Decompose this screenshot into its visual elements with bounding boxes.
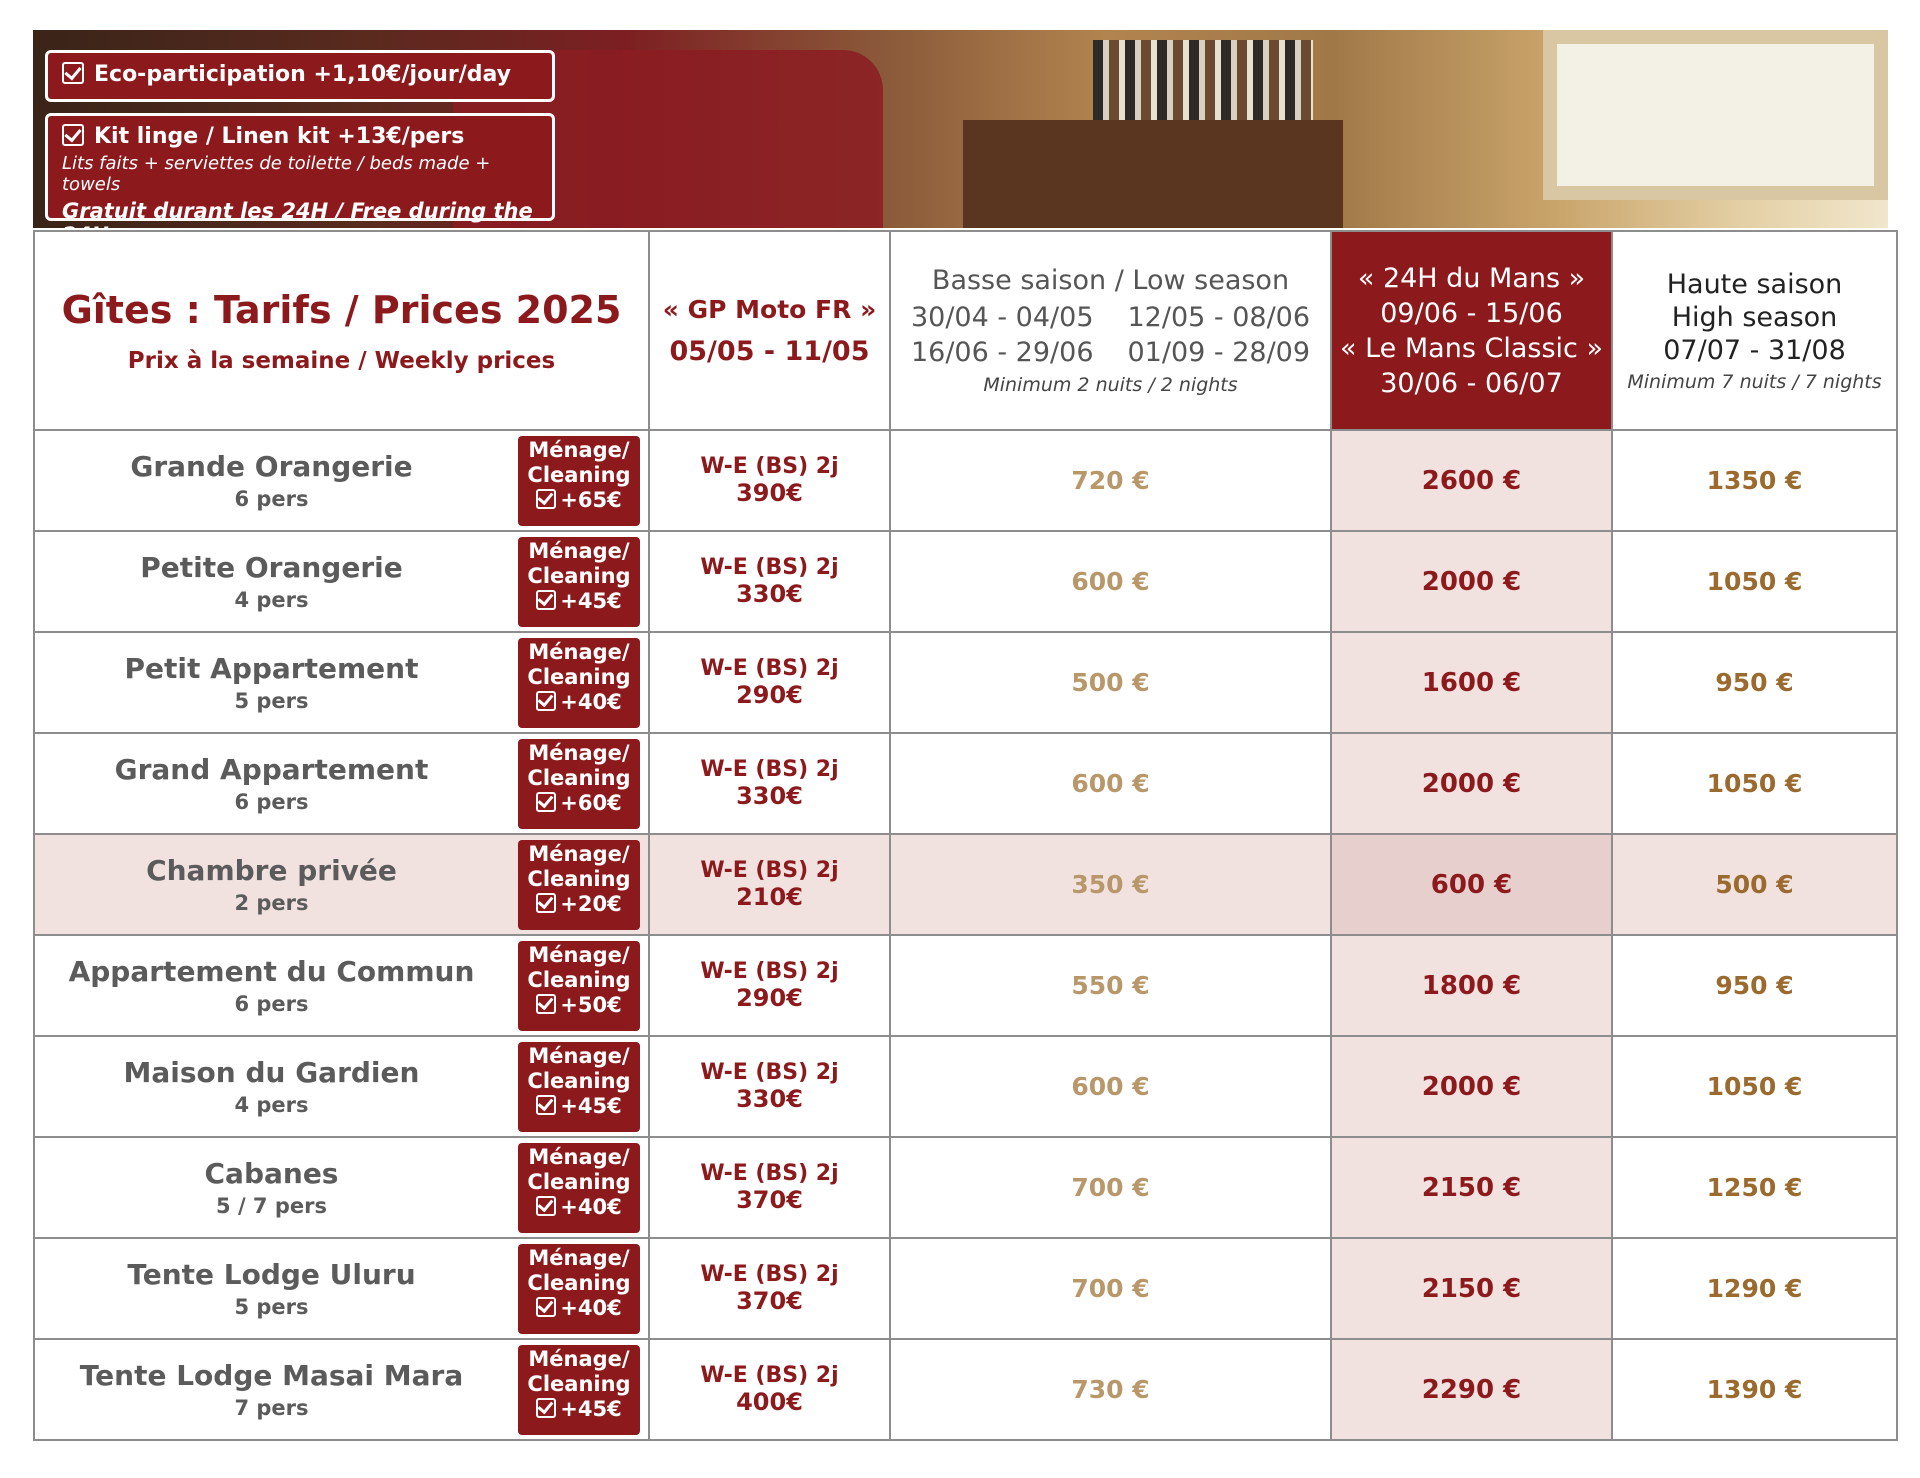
cleaning-label-fr: Ménage/ xyxy=(528,741,630,765)
le-mans-classic: « Le Mans Classic » xyxy=(1340,332,1603,364)
cleaning-fee: +65€ xyxy=(560,488,622,512)
accommodation-name: Maison du Gardien xyxy=(123,1056,420,1089)
low-season-date: 30/04 - 04/05 xyxy=(910,302,1094,333)
linen-kit-title: Kit linge / Linen kit +13€/pers xyxy=(94,124,465,149)
table-row xyxy=(34,1339,1897,1440)
accommodation-capacity: 4 pers xyxy=(234,1093,309,1117)
accommodation-capacity: 6 pers xyxy=(234,487,309,511)
weekend-label: W-E (BS) 2j xyxy=(700,656,839,681)
checkbox-icon xyxy=(536,1196,556,1216)
table-row xyxy=(34,733,1897,834)
cleaning-fee: +20€ xyxy=(560,892,622,916)
gp-moto-price-cell xyxy=(649,531,890,632)
accommodation-cell xyxy=(34,1036,649,1137)
cleaning-badge xyxy=(518,1042,640,1132)
gp-moto-dates: 05/05 - 11/05 xyxy=(669,335,870,367)
cleaning-fee: +45€ xyxy=(560,1397,622,1421)
weekend-price: 330€ xyxy=(736,1085,803,1113)
cleaning-fee: +60€ xyxy=(560,791,622,815)
low-season-price: 720 € xyxy=(890,430,1331,531)
checkbox-icon xyxy=(536,994,556,1014)
cleaning-badge xyxy=(518,1143,640,1233)
weekend-label: W-E (BS) 2j xyxy=(700,1161,839,1186)
weekend-label: W-E (BS) 2j xyxy=(700,454,839,479)
table-row xyxy=(34,531,1897,632)
title-cell xyxy=(34,231,649,430)
le-mans-classic-dates: 30/06 - 06/07 xyxy=(1380,367,1563,399)
low-season-price: 500 € xyxy=(890,632,1331,733)
high-season-price: 1290 € xyxy=(1612,1238,1897,1339)
high-season-price: 500 € xyxy=(1612,834,1897,935)
cleaning-badge xyxy=(518,1345,640,1435)
weekend-price: 370€ xyxy=(736,1287,803,1315)
cleaning-badge xyxy=(518,739,640,829)
cleaning-label-en: Cleaning xyxy=(527,463,631,487)
weekend-label: W-E (BS) 2j xyxy=(700,1363,839,1388)
high-season-price: 1050 € xyxy=(1612,1036,1897,1137)
weekend-price: 390€ xyxy=(736,479,803,507)
cleaning-badge xyxy=(518,436,640,526)
cleaning-badge xyxy=(518,537,640,627)
weekend-price: 400€ xyxy=(736,1388,803,1416)
high-season-price: 950 € xyxy=(1612,935,1897,1036)
le-mans-price: 2150 € xyxy=(1331,1137,1612,1238)
low-season-price: 600 € xyxy=(890,531,1331,632)
gp-moto-price-cell xyxy=(649,935,890,1036)
le-mans-24h-dates: 09/06 - 15/06 xyxy=(1380,297,1563,329)
page-subtitle: Prix à la semaine / Weekly prices xyxy=(127,347,556,374)
le-mans-price: 2000 € xyxy=(1331,1036,1612,1137)
cleaning-label-en: Cleaning xyxy=(527,766,631,790)
weekend-price: 330€ xyxy=(736,782,803,810)
accommodation-cell xyxy=(34,632,649,733)
le-mans-price: 1800 € xyxy=(1331,935,1612,1036)
table-row xyxy=(34,430,1897,531)
cleaning-label-fr: Ménage/ xyxy=(528,539,630,563)
cleaning-label-fr: Ménage/ xyxy=(528,1145,630,1169)
le-mans-price: 2290 € xyxy=(1331,1339,1612,1440)
cleaning-label-fr: Ménage/ xyxy=(528,1347,630,1371)
weekend-price: 290€ xyxy=(736,681,803,709)
high-season-note: Minimum 7 nuits / 7 nights xyxy=(1627,371,1882,393)
le-mans-header xyxy=(1331,231,1612,430)
cleaning-label-fr: Ménage/ xyxy=(528,842,630,866)
accommodation-capacity: 5 pers xyxy=(234,1295,309,1319)
low-season-price: 730 € xyxy=(890,1339,1331,1440)
weekend-label: W-E (BS) 2j xyxy=(700,555,839,580)
low-season-price: 700 € xyxy=(890,1137,1331,1238)
low-season-note: Minimum 2 nuits / 2 nights xyxy=(983,374,1238,396)
cleaning-label-fr: Ménage/ xyxy=(528,640,630,664)
accommodation-name: Chambre privée xyxy=(146,854,397,887)
accommodation-name: Petit Appartement xyxy=(124,652,419,685)
cleaning-badge xyxy=(518,638,640,728)
price-table xyxy=(33,230,1898,1441)
gp-moto-price-cell xyxy=(649,1238,890,1339)
cleaning-badge xyxy=(518,840,640,930)
cleaning-fee: +45€ xyxy=(560,589,622,613)
high-season-title-en: High season xyxy=(1671,302,1838,333)
high-season-price: 950 € xyxy=(1612,632,1897,733)
linen-kit-badge xyxy=(45,113,555,247)
high-season-dates: 07/07 - 31/08 xyxy=(1663,335,1846,366)
cleaning-label-en: Cleaning xyxy=(527,1372,631,1396)
checkbox-icon xyxy=(536,489,556,509)
cleaning-label-en: Cleaning xyxy=(527,665,631,689)
table-row xyxy=(34,1036,1897,1137)
gp-moto-header xyxy=(649,231,890,430)
checkbox-icon xyxy=(536,1095,556,1115)
checkbox-icon xyxy=(62,62,84,84)
page-title: Gîtes : Tarifs / Prices 2025 xyxy=(61,287,622,332)
table-row xyxy=(34,834,1897,935)
cleaning-label-en: Cleaning xyxy=(527,1271,631,1295)
cleaning-label-fr: Ménage/ xyxy=(528,943,630,967)
gp-moto-price-cell xyxy=(649,1339,890,1440)
le-mans-24h: « 24H du Mans » xyxy=(1357,262,1586,294)
checkbox-icon xyxy=(62,124,84,146)
low-season-date: 01/09 - 28/09 xyxy=(1127,337,1311,368)
weekend-label: W-E (BS) 2j xyxy=(700,1262,839,1287)
accommodation-cell xyxy=(34,430,649,531)
high-season-price: 1350 € xyxy=(1612,430,1897,531)
table-row xyxy=(34,1238,1897,1339)
le-mans-price: 2150 € xyxy=(1331,1238,1612,1339)
accommodation-cell xyxy=(34,1339,649,1440)
gp-moto-price-cell xyxy=(649,1036,890,1137)
high-season-price: 1050 € xyxy=(1612,531,1897,632)
accommodation-capacity: 5 pers xyxy=(234,689,309,713)
weekend-price: 290€ xyxy=(736,984,803,1012)
accommodation-cell xyxy=(34,935,649,1036)
low-season-date: 16/06 - 29/06 xyxy=(910,337,1094,368)
low-season-price: 350 € xyxy=(890,834,1331,935)
checkbox-icon xyxy=(536,893,556,913)
cleaning-fee: +45€ xyxy=(560,1094,622,1118)
weekend-label: W-E (BS) 2j xyxy=(700,757,839,782)
weekend-price: 210€ xyxy=(736,883,803,911)
gp-moto-price-cell xyxy=(649,733,890,834)
le-mans-price: 2000 € xyxy=(1331,733,1612,834)
high-season-header xyxy=(1612,231,1897,430)
cleaning-label-fr: Ménage/ xyxy=(528,1044,630,1068)
table-row xyxy=(34,935,1897,1036)
low-season-title: Basse saison / Low season xyxy=(931,265,1290,296)
high-season-price: 1050 € xyxy=(1612,733,1897,834)
accommodation-name: Grande Orangerie xyxy=(130,450,413,483)
accommodation-cell xyxy=(34,733,649,834)
weekend-label: W-E (BS) 2j xyxy=(700,858,839,883)
high-season-price: 1250 € xyxy=(1612,1137,1897,1238)
cleaning-badge xyxy=(518,941,640,1031)
cleaning-fee: +40€ xyxy=(560,1195,622,1219)
le-mans-price: 2600 € xyxy=(1331,430,1612,531)
eco-participation-text: Eco-participation +1,10€/jour/day xyxy=(94,62,512,87)
table-row xyxy=(34,632,1897,733)
linen-kit-free: Gratuit durant les 24H / Free during the 24H xyxy=(62,199,533,247)
table-row xyxy=(34,1137,1897,1238)
cleaning-label-fr: Ménage/ xyxy=(528,438,630,462)
photo-window xyxy=(1543,30,1888,200)
photo-books xyxy=(1093,40,1313,130)
gp-moto-price-cell xyxy=(649,834,890,935)
cleaning-label-en: Cleaning xyxy=(527,564,631,588)
accommodation-capacity: 7 pers xyxy=(234,1396,309,1420)
checkbox-icon xyxy=(536,1297,556,1317)
table-header-row xyxy=(34,231,1897,430)
cleaning-label-en: Cleaning xyxy=(527,1069,631,1093)
low-season-price: 550 € xyxy=(890,935,1331,1036)
low-season-price: 700 € xyxy=(890,1238,1331,1339)
gp-moto-price-cell xyxy=(649,1137,890,1238)
cleaning-fee: +40€ xyxy=(560,1296,622,1320)
checkbox-icon xyxy=(536,691,556,711)
accommodation-name: Appartement du Commun xyxy=(68,955,475,988)
weekend-label: W-E (BS) 2j xyxy=(700,1060,839,1085)
accommodation-name: Tente Lodge Uluru xyxy=(127,1258,416,1291)
cleaning-label-en: Cleaning xyxy=(527,1170,631,1194)
cleaning-label-fr: Ménage/ xyxy=(528,1246,630,1270)
low-season-price: 600 € xyxy=(890,733,1331,834)
le-mans-price: 2000 € xyxy=(1331,531,1612,632)
accommodation-name: Petite Orangerie xyxy=(140,551,403,584)
photo-desk xyxy=(963,120,1343,228)
cleaning-badge xyxy=(518,1244,640,1334)
low-season-price: 600 € xyxy=(890,1036,1331,1137)
cleaning-label-en: Cleaning xyxy=(527,968,631,992)
low-season-header xyxy=(890,231,1331,430)
accommodation-capacity: 2 pers xyxy=(234,891,309,915)
cleaning-label-en: Cleaning xyxy=(527,867,631,891)
cleaning-fee: +50€ xyxy=(560,993,622,1017)
eco-participation-badge xyxy=(45,50,555,102)
le-mans-price: 1600 € xyxy=(1331,632,1612,733)
accommodation-name: Tente Lodge Masai Mara xyxy=(79,1359,464,1392)
checkbox-icon xyxy=(536,1398,556,1418)
gp-moto-price-cell xyxy=(649,430,890,531)
gp-moto-price-cell xyxy=(649,632,890,733)
accommodation-capacity: 6 pers xyxy=(234,992,309,1016)
accommodation-name: Cabanes xyxy=(204,1157,339,1190)
accommodation-cell xyxy=(34,834,649,935)
le-mans-price: 600 € xyxy=(1331,834,1612,935)
accommodation-cell xyxy=(34,1238,649,1339)
checkbox-icon xyxy=(536,792,556,812)
accommodation-capacity: 4 pers xyxy=(234,588,309,612)
accommodation-name: Grand Appartement xyxy=(114,753,429,786)
checkbox-icon xyxy=(536,590,556,610)
linen-kit-details: Lits faits + serviettes de toilette / beds made + towels xyxy=(62,153,491,195)
low-season-date: 12/05 - 08/06 xyxy=(1127,302,1311,333)
high-season-price: 1390 € xyxy=(1612,1339,1897,1440)
weekend-price: 370€ xyxy=(736,1186,803,1214)
weekend-label: W-E (BS) 2j xyxy=(700,959,839,984)
accommodation-capacity: 6 pers xyxy=(234,790,309,814)
accommodation-capacity: 5 / 7 pers xyxy=(216,1194,327,1218)
gp-moto-name: « GP Moto FR » xyxy=(662,294,877,324)
high-season-title-fr: Haute saison xyxy=(1666,269,1843,300)
accommodation-cell xyxy=(34,1137,649,1238)
cleaning-fee: +40€ xyxy=(560,690,622,714)
accommodation-cell xyxy=(34,531,649,632)
weekend-price: 330€ xyxy=(736,580,803,608)
